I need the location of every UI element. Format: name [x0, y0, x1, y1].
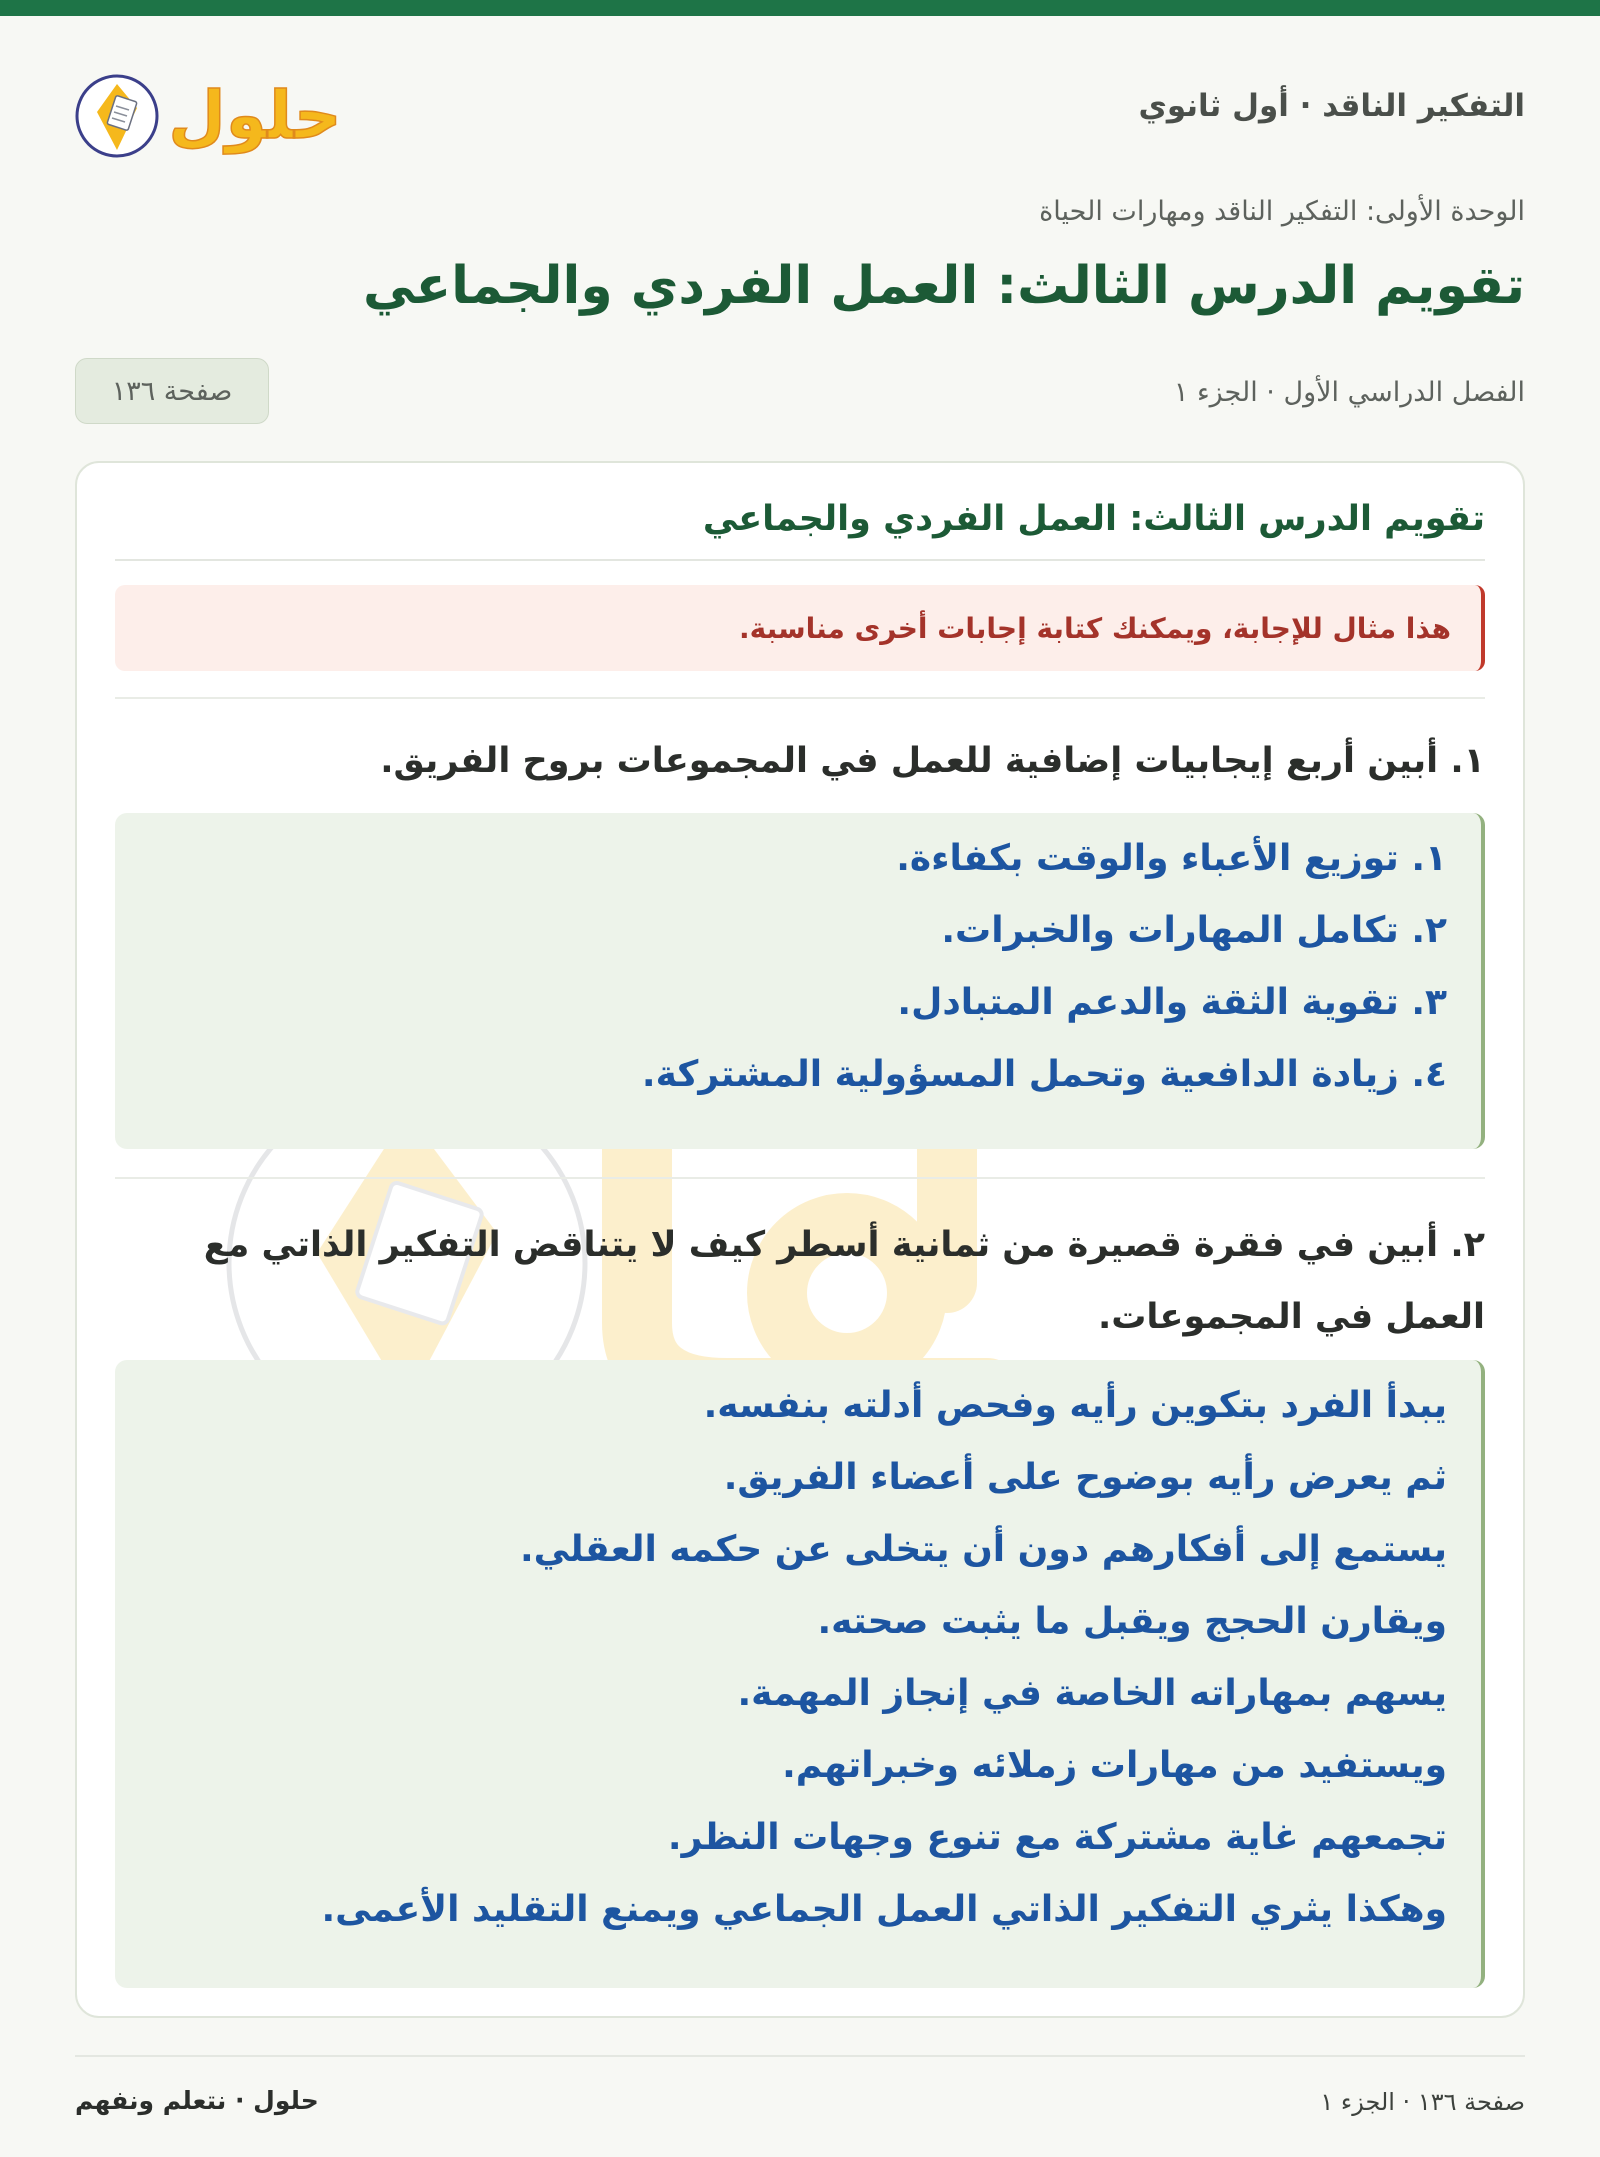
answer-note — [115, 585, 1485, 671]
footer-divider — [75, 2055, 1525, 2057]
answer-line: ٤. زيادة الدافعية وتحمل المسؤولية المشتركة. — [641, 1054, 1447, 1095]
footer-slogan: حلول · نتعلم ونفهم — [75, 2086, 319, 2115]
top-accent-bar — [0, 0, 1600, 16]
answer-box-2 — [115, 1360, 1485, 1988]
answer-line: ثم يعرض رأيه بوضوح على أعضاء الفريق. — [723, 1457, 1447, 1498]
divider — [115, 559, 1485, 561]
page-title: تقويم الدرس الثالث: العمل الفردي والجماعي — [362, 256, 1525, 316]
semester-line: الفصل الدراسي الأول · الجزء ١ — [1173, 377, 1525, 408]
divider — [115, 697, 1485, 699]
content-card — [75, 461, 1525, 2018]
answer-line: يستمع إلى أفكارهم دون أن يتخلى عن حكمه العقلي. — [519, 1529, 1447, 1570]
unit-line: الوحدة الأولى: التفكير الناقد ومهارات الحياة — [1039, 196, 1525, 227]
answer-line: ٢. تكامل المهارات والخبرات. — [941, 910, 1447, 951]
page-badge: صفحة ١٣٦ — [75, 358, 269, 424]
footer-page-info: صفحة ١٣٦ · الجزء ١ — [1320, 2088, 1525, 2116]
answer-box-1 — [115, 813, 1485, 1149]
answer-line: تجمعهم غاية مشتركة مع تنوع وجهات النظر. — [667, 1817, 1447, 1858]
question-2: ٢. أبين في فقرة قصيرة من ثمانية أسطر كيف لا يتناقض التفكير الذاتي مع العمل في المجموعات. — [203, 1225, 1485, 1337]
divider — [115, 1177, 1485, 1179]
page-header — [75, 50, 1525, 160]
answer-line: يسهم بمهاراته الخاصة في إنجاز المهمة. — [737, 1673, 1447, 1714]
answer-line: يبدأ الفرد بتكوين رأيه وفحص أدلته بنفسه. — [703, 1385, 1447, 1426]
answer-line: ١. توزيع الأعباء والوقت بكفاءة. — [896, 838, 1447, 879]
card-title: تقويم الدرس الثالث: العمل الفردي والجماعي — [702, 499, 1485, 539]
answer-line: ويقارن الحجج ويقبل ما يثبت صحته. — [817, 1601, 1447, 1642]
logo-text: حلول — [168, 77, 342, 154]
answer-line: ويستفيد من مهارات زملائه وخبراتهم. — [782, 1745, 1447, 1786]
note-text: هذا مثال للإجابة، ويمكنك كتابة إجابات أخرى مناسبة. — [739, 611, 1451, 645]
question-1: ١. أبين أربع إيجابيات إضافية للعمل في المجموعات بروح الفريق. — [380, 741, 1485, 781]
course-title: التفكير الناقد · أول ثانوي — [1138, 88, 1525, 124]
answer-line: وهكذا يثري التفكير الذاتي العمل الجماعي ويمنع التقليد الأعمى. — [321, 1889, 1447, 1930]
logo-icon — [75, 50, 345, 160]
answer-line: ٣. تقوية الثقة والدعم المتبادل. — [897, 982, 1447, 1023]
